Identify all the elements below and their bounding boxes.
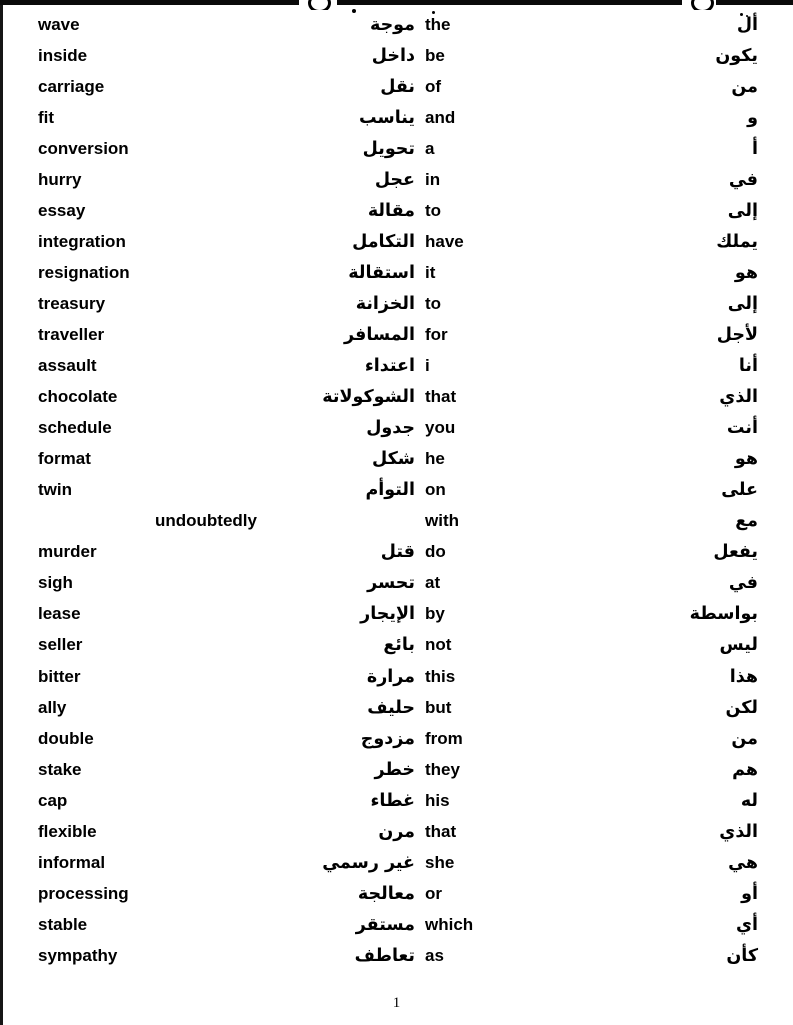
english-word: schedule xyxy=(38,418,112,438)
arabic-translation-left: غير رسمي xyxy=(322,852,415,873)
english-word: undoubtedly xyxy=(155,511,257,531)
english-word: seller xyxy=(38,635,83,655)
english-common-word: on xyxy=(425,480,446,500)
english-word: sigh xyxy=(38,573,73,593)
vocabulary-table xyxy=(0,9,793,971)
arabic-translation-left: تعاطف xyxy=(354,945,415,966)
arabic-translation-left: مقالة xyxy=(367,200,415,221)
arabic-translation-right: مع xyxy=(735,511,758,532)
english-word: stable xyxy=(38,914,88,934)
arabic-translation-right: من xyxy=(731,76,758,97)
english-word: flexible xyxy=(38,821,97,841)
arabic-translation-right: لأجل xyxy=(716,324,758,345)
english-common-word: that xyxy=(425,821,457,841)
arabic-translation-left: يناسب xyxy=(358,107,415,128)
arabic-translation-left: خطر xyxy=(374,759,415,780)
english-common-word: do xyxy=(425,542,446,562)
arabic-translation-left: داخل xyxy=(371,45,415,66)
arabic-translation-left: حليف xyxy=(367,697,415,718)
english-word: twin xyxy=(38,480,72,500)
english-word: bitter xyxy=(38,666,81,686)
table-row xyxy=(0,164,793,195)
arabic-translation-left: استقالة xyxy=(348,262,415,283)
table-row xyxy=(0,9,793,40)
english-word: double xyxy=(38,728,94,748)
arabic-translation-right: في xyxy=(728,169,758,190)
table-row xyxy=(0,133,793,164)
table-row xyxy=(0,71,793,102)
english-word: integration xyxy=(38,231,126,251)
arabic-translation-left: التكامل xyxy=(352,231,415,252)
arabic-translation-left: الإيجار xyxy=(360,604,415,625)
table-row xyxy=(0,102,793,133)
table-row xyxy=(0,878,793,909)
english-word: resignation xyxy=(38,262,130,282)
arabic-translation-left: تحويل xyxy=(362,138,415,159)
arabic-translation-right: ليس xyxy=(719,635,758,656)
arabic-translation-right: بواسطة xyxy=(689,604,758,625)
english-word: wave xyxy=(38,14,80,34)
english-word: processing xyxy=(38,883,129,903)
english-common-word: have xyxy=(425,231,464,251)
english-common-word: to xyxy=(425,200,442,220)
english-common-word: at xyxy=(425,573,441,593)
english-word: ally xyxy=(38,697,67,717)
english-common-word: this xyxy=(425,666,456,686)
arabic-translation-right: على xyxy=(721,480,758,501)
arabic-translation-right: الذي xyxy=(719,387,758,408)
english-word: treasury xyxy=(38,293,106,313)
english-common-word: to xyxy=(425,293,442,313)
english-word: murder xyxy=(38,542,97,562)
english-common-word: he xyxy=(425,449,445,469)
english-word: essay xyxy=(38,200,86,220)
arabic-translation-left: المسافر xyxy=(343,324,415,345)
arabic-translation-left: نقل xyxy=(380,76,415,97)
arabic-translation-right: لكن xyxy=(725,697,758,718)
arabic-translation-left: عجل xyxy=(374,169,415,190)
arabic-translation-right: كأن xyxy=(726,945,758,966)
english-common-word: a xyxy=(425,138,435,158)
english-common-word: his xyxy=(425,790,450,810)
arabic-translation-left: مرن xyxy=(378,821,415,842)
table-row xyxy=(0,847,793,878)
english-common-word: for xyxy=(425,324,448,344)
top-cutoff-bar xyxy=(0,0,793,5)
arabic-translation-right: هي xyxy=(728,852,758,873)
english-common-word: in xyxy=(425,169,441,189)
english-word: stake xyxy=(38,759,82,779)
arabic-translation-right: إلى xyxy=(727,293,758,314)
table-row xyxy=(0,257,793,288)
arabic-translation-left: اعتداء xyxy=(364,356,415,377)
arabic-translation-left: قتل xyxy=(380,542,415,563)
table-row xyxy=(0,413,793,444)
arabic-translation-right: الذي xyxy=(719,821,758,842)
table-row xyxy=(0,909,793,940)
english-word: carriage xyxy=(38,76,105,96)
english-word: inside xyxy=(38,45,88,65)
table-row xyxy=(0,754,793,785)
table-row xyxy=(0,382,793,413)
table-row xyxy=(0,506,793,537)
english-common-word: she xyxy=(425,852,455,872)
english-common-word: you xyxy=(425,418,456,438)
arabic-translation-left: تحسر xyxy=(367,573,415,594)
page-number: 1 xyxy=(392,995,401,1011)
table-row xyxy=(0,444,793,475)
arabic-translation-right: أل xyxy=(736,14,758,35)
arabic-translation-left: الشوكولاتة xyxy=(322,387,415,408)
arabic-translation-right: في xyxy=(728,573,758,594)
english-common-word: i xyxy=(425,356,430,376)
english-common-word: but xyxy=(425,697,452,717)
arabic-translation-right: هو xyxy=(734,449,758,470)
english-word: chocolate xyxy=(38,387,118,407)
arabic-translation-left: شكل xyxy=(371,449,415,470)
english-word: informal xyxy=(38,852,106,872)
table-row xyxy=(0,692,793,723)
english-common-word: the xyxy=(425,14,451,34)
english-common-word: they xyxy=(425,759,460,779)
table-row xyxy=(0,568,793,599)
english-word: lease xyxy=(38,604,81,624)
table-row xyxy=(0,319,793,350)
arabic-translation-left: التوأم xyxy=(365,480,415,501)
table-row xyxy=(0,940,793,971)
arabic-translation-right: إلى xyxy=(727,200,758,221)
english-word: conversion xyxy=(38,138,129,158)
arabic-translation-left: معالجة xyxy=(357,883,415,904)
english-common-word: of xyxy=(425,76,442,96)
table-row xyxy=(0,475,793,506)
table-row xyxy=(0,723,793,754)
arabic-translation-right: أي xyxy=(735,914,758,935)
arabic-translation-right: هذا xyxy=(729,666,758,687)
english-common-word: or xyxy=(425,883,442,903)
arabic-translation-left: مستقر xyxy=(355,914,415,935)
arabic-translation-right: يملك xyxy=(716,231,758,252)
english-common-word: and xyxy=(425,107,456,127)
arabic-translation-left: بائع xyxy=(383,635,415,656)
table-row xyxy=(0,40,793,71)
english-word: cap xyxy=(38,790,68,810)
arabic-translation-right: له xyxy=(740,790,758,811)
arabic-translation-right: هو xyxy=(734,262,758,283)
english-common-word: by xyxy=(425,604,445,624)
arabic-translation-left: مزدوج xyxy=(360,728,415,749)
english-word: sympathy xyxy=(38,945,118,965)
english-word: traveller xyxy=(38,324,105,344)
arabic-translation-right: أنا xyxy=(738,356,758,377)
english-word: hurry xyxy=(38,169,82,189)
arabic-translation-right: أ xyxy=(752,138,758,159)
arabic-translation-right: أنت xyxy=(726,418,758,439)
table-row xyxy=(0,288,793,319)
table-row xyxy=(0,816,793,847)
arabic-translation-left: موجة xyxy=(369,14,415,35)
arabic-translation-right: و xyxy=(747,107,758,128)
arabic-translation-left: جدول xyxy=(366,418,415,439)
english-common-word: as xyxy=(425,945,444,965)
table-row xyxy=(0,785,793,816)
table-row xyxy=(0,351,793,382)
arabic-translation-right: أو xyxy=(741,883,758,904)
arabic-translation-right: يكون xyxy=(715,45,758,66)
english-word: fit xyxy=(38,107,55,127)
table-row xyxy=(0,226,793,257)
arabic-translation-left: غطاء xyxy=(370,790,415,811)
english-word: format xyxy=(38,449,91,469)
arabic-translation-left: مرارة xyxy=(366,666,415,687)
english-common-word: which xyxy=(425,914,474,934)
english-word: assault xyxy=(38,356,97,376)
arabic-translation-left: الخزانة xyxy=(355,293,415,314)
english-common-word: it xyxy=(425,262,436,282)
english-common-word: with xyxy=(425,511,459,531)
english-common-word: not xyxy=(425,635,452,655)
table-row xyxy=(0,599,793,630)
english-common-word: from xyxy=(425,728,463,748)
table-row xyxy=(0,537,793,568)
arabic-translation-right: من xyxy=(731,728,758,749)
arabic-translation-right: هم xyxy=(732,759,758,780)
arabic-translation-right: يفعل xyxy=(713,542,758,563)
table-row xyxy=(0,195,793,226)
table-row xyxy=(0,661,793,692)
english-common-word: be xyxy=(425,45,445,65)
table-row xyxy=(0,630,793,661)
english-common-word: that xyxy=(425,387,457,407)
